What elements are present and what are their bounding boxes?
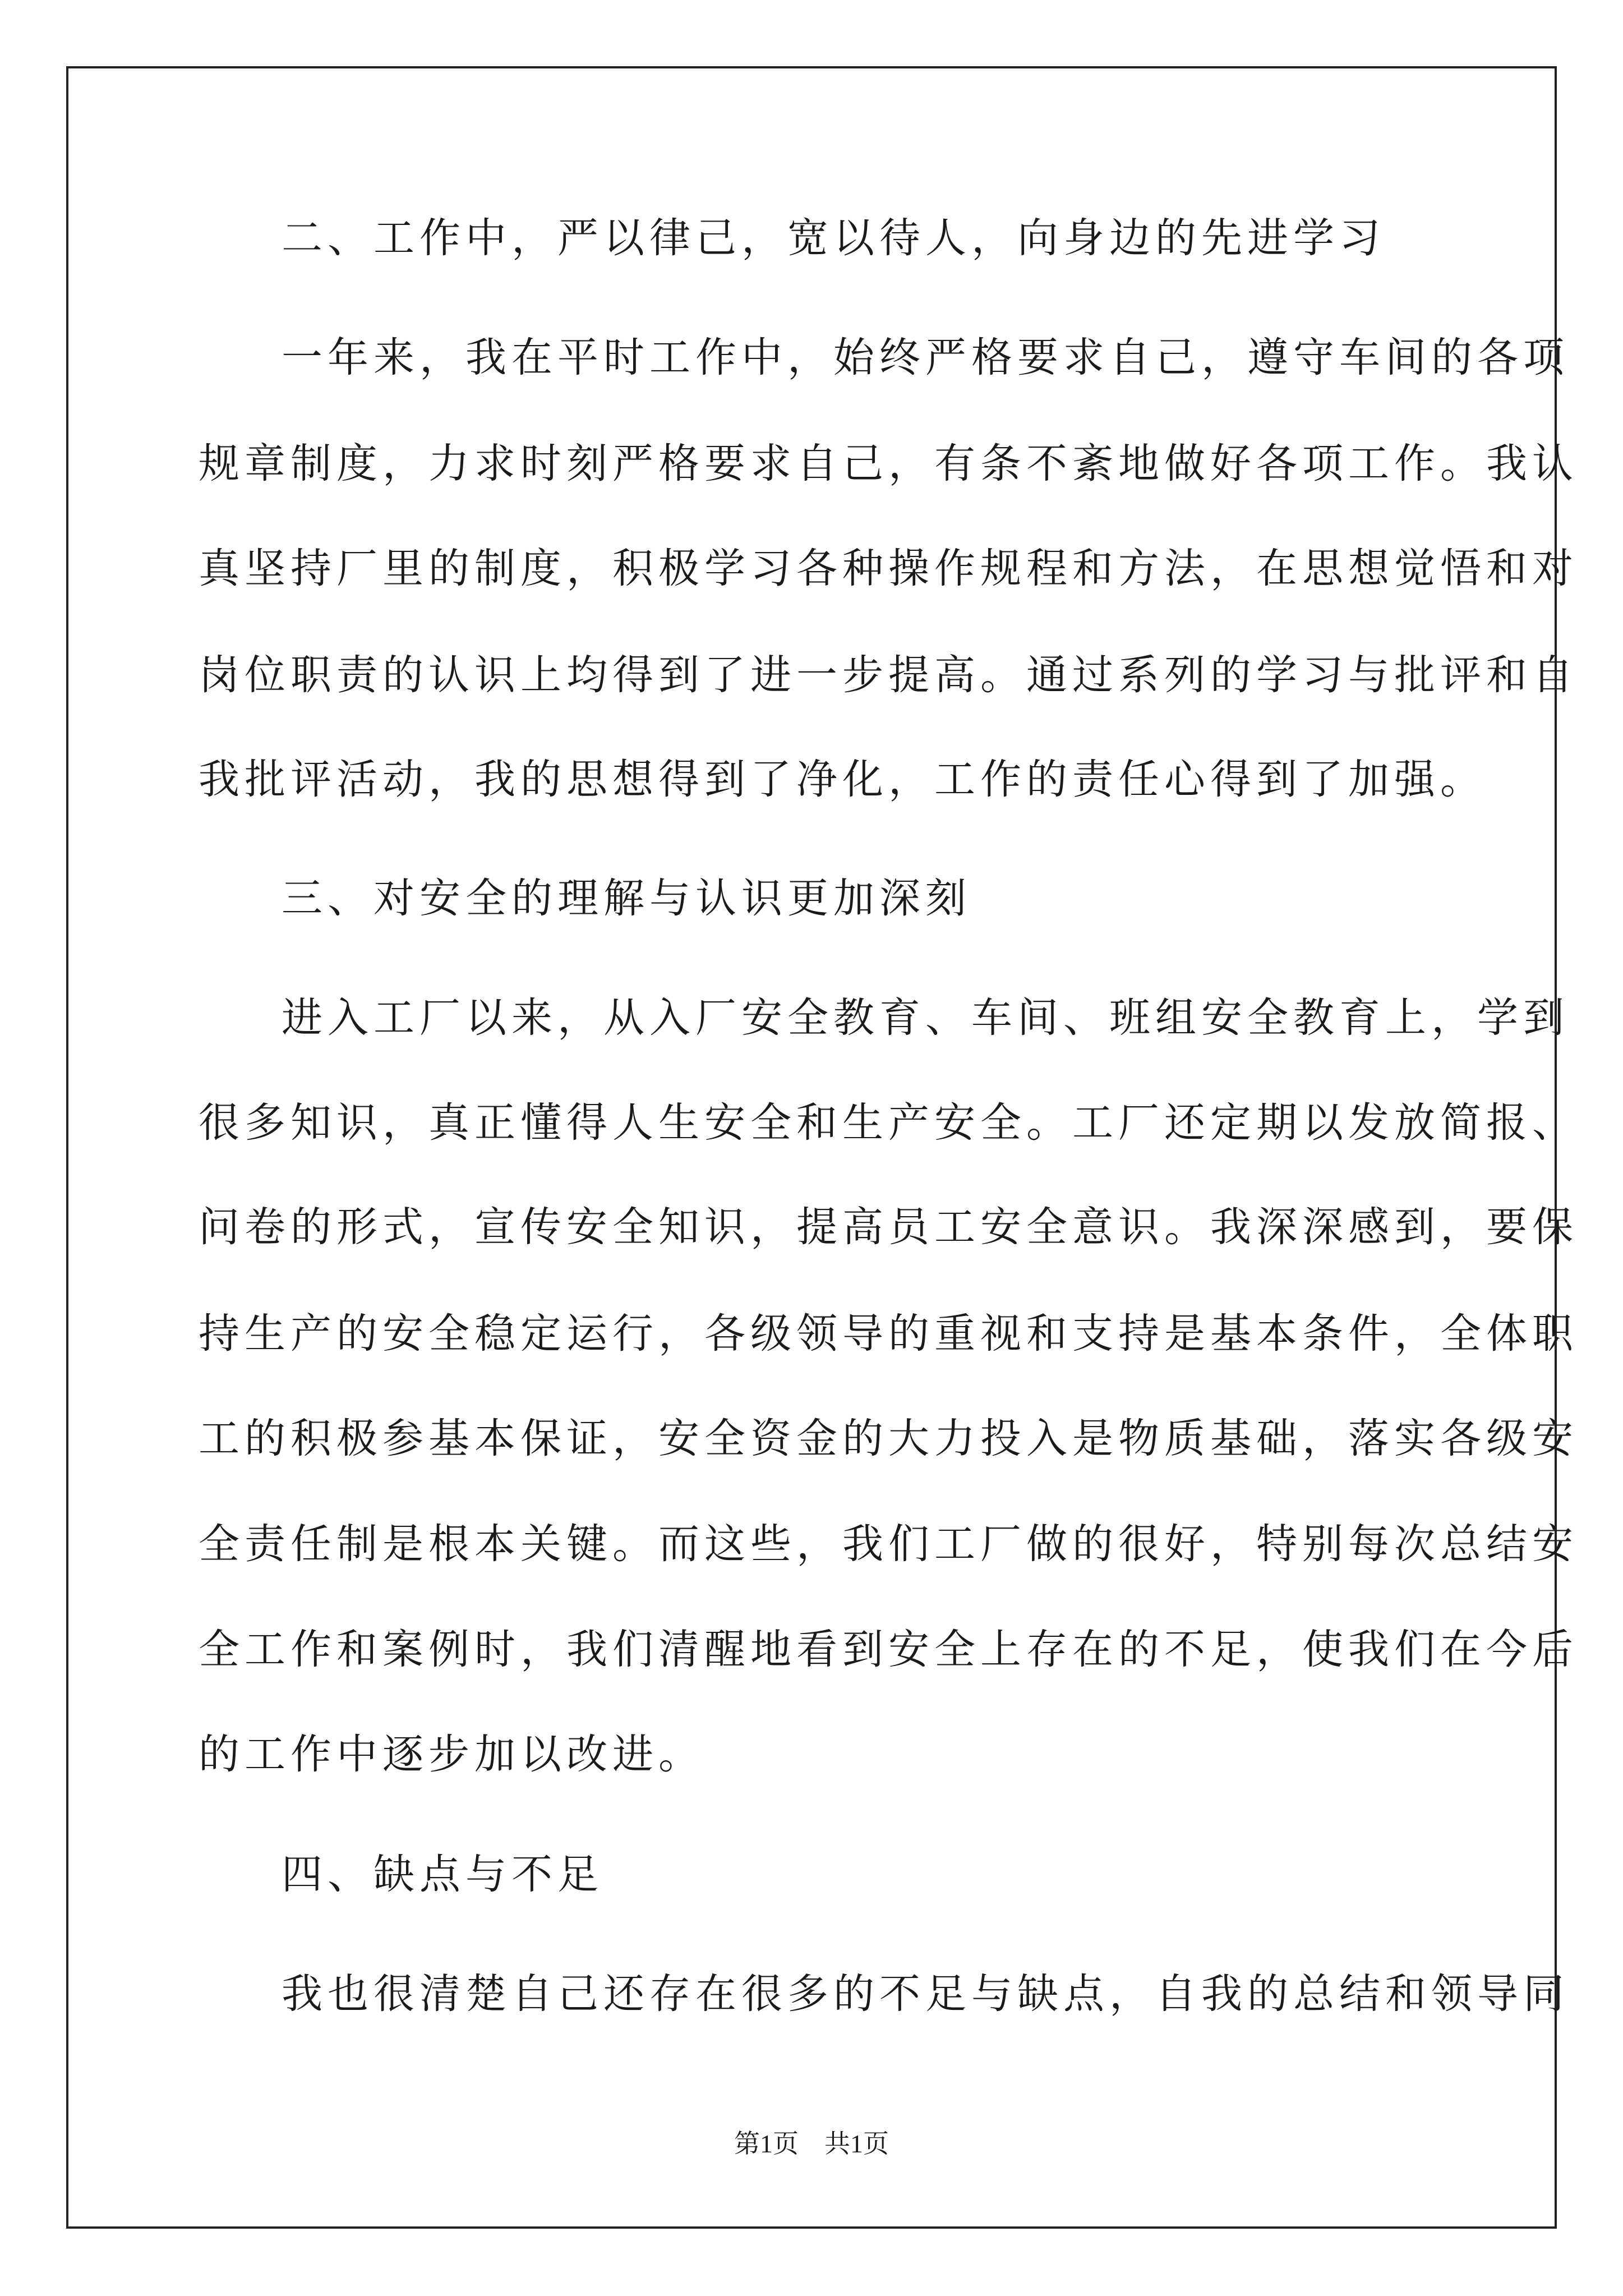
- paragraph-line: 真坚持厂里的制度，积极学习各种操作规程和方法，在思想觉悟和对: [199, 545, 1578, 592]
- section-heading-4: 四、缺点与不足: [282, 1851, 603, 1898]
- paragraph-line: 一年来，我在平时工作中，始终严格要求自己，遵守车间的各项: [282, 334, 1569, 381]
- section-heading-3: 三、对安全的理解与认识更加深刻: [282, 875, 971, 922]
- paragraph-line: 持生产的安全稳定运行，各级领导的重视和支持是基本条件，全体职: [199, 1310, 1578, 1358]
- paragraph-line: 我也很清楚自己还存在很多的不足与缺点，自我的总结和领导同: [282, 1970, 1569, 2018]
- paragraph-line: 规章制度，力求时刻严格要求自己，有条不紊地做好各项工作。我认: [199, 440, 1578, 487]
- paragraph-line: 岗位职责的认识上均得到了进一步提高。通过系列的学习与批评和自: [199, 651, 1578, 699]
- paragraph-line: 的工作中逐步加以改进。: [199, 1731, 704, 1778]
- page-number-footer: 第1页 共1页: [734, 2129, 889, 2158]
- paragraph-line: 进入工厂以来，从入厂安全教育、车间、班组安全教育上，学到: [282, 994, 1569, 1042]
- paragraph-line: 全责任制是根本关键。而这些，我们工厂做的很好，特别每次总结安: [199, 1520, 1578, 1568]
- paragraph-line: 全工作和案例时，我们清醒地看到安全上存在的不足，使我们在今后: [199, 1626, 1578, 1673]
- paragraph-line: 我批评活动，我的思想得到了净化，工作的责任心得到了加强。: [199, 756, 1486, 803]
- paragraph-line: 很多知识，真正懂得人生安全和生产安全。工厂还定期以发放简报、: [199, 1099, 1578, 1147]
- paragraph-line: 工的积极参基本保证，安全资金的大力投入是物质基础，落实各级安: [199, 1415, 1578, 1462]
- paragraph-line: 问卷的形式，宣传安全知识，提高员工安全意识。我深深感到，要保: [199, 1203, 1578, 1251]
- section-heading-2: 二、工作中，严以律己，宽以待人，向身边的先进学习: [282, 214, 1385, 262]
